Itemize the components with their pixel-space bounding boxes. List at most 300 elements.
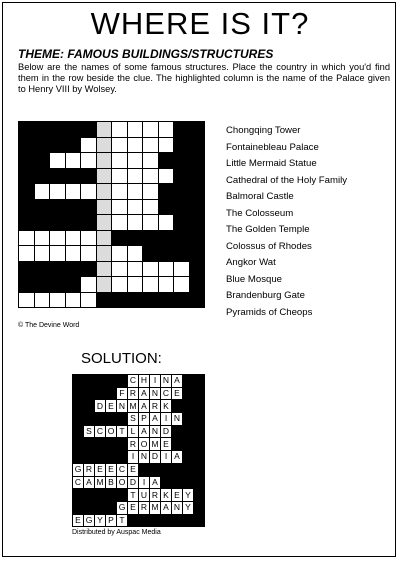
letter-cell: E (172, 387, 183, 400)
black-cell (106, 501, 117, 514)
black-cell (34, 261, 50, 277)
letter-cell: R (128, 438, 139, 451)
letter-cell: S (84, 425, 95, 438)
letter-cell (50, 246, 66, 262)
black-cell (19, 137, 35, 153)
black-cell (174, 292, 190, 308)
black-cell (95, 438, 106, 451)
black-cell (183, 375, 194, 388)
black-cell (194, 425, 205, 438)
letter-cell: M (151, 438, 159, 449)
letter-cell: I (161, 451, 172, 464)
letter-cell: D (161, 425, 172, 438)
letter-cell: P (106, 514, 117, 527)
letter-cell: G (84, 514, 95, 527)
black-cell (183, 387, 194, 400)
letter-cell (96, 153, 112, 169)
black-cell (19, 168, 35, 184)
black-cell (73, 387, 84, 400)
letter-cell: M (129, 400, 137, 411)
black-cell (183, 514, 194, 527)
letter-cell: N (117, 400, 128, 413)
puzzle-table (18, 121, 205, 308)
black-cell (139, 463, 150, 476)
black-cell (19, 153, 35, 169)
letter-cell (127, 199, 143, 215)
black-cell (158, 153, 174, 169)
letter-cell: A (150, 476, 161, 489)
black-cell (174, 153, 190, 169)
black-cell (183, 438, 194, 451)
black-cell (95, 489, 106, 502)
black-cell (143, 246, 159, 262)
black-cell (183, 463, 194, 476)
black-cell (84, 489, 95, 502)
letter-cell: H (139, 375, 150, 388)
black-cell (189, 137, 205, 153)
solution-grid (72, 374, 205, 527)
black-cell (50, 215, 66, 231)
letter-cell (143, 153, 159, 169)
black-cell (172, 514, 183, 527)
letter-cell: I (128, 451, 139, 464)
black-cell (174, 168, 190, 184)
letter-cell (50, 230, 66, 246)
black-cell (34, 277, 50, 293)
letter-cell: D (128, 476, 139, 489)
clue-item: Fontainebleau Palace (226, 141, 319, 153)
black-cell (73, 489, 84, 502)
letter-cell (34, 184, 50, 200)
letter-cell: A (139, 425, 150, 438)
clue-item: The Colosseum (226, 207, 294, 219)
letter-cell: R (150, 400, 161, 413)
grid-row (73, 514, 205, 527)
clue-item: The Golden Temple (226, 224, 310, 236)
letter-cell: U (139, 489, 150, 502)
letter-cell (112, 277, 128, 293)
grid-row (73, 476, 205, 489)
black-cell (65, 215, 81, 231)
black-cell (158, 292, 174, 308)
theme-heading: THEME: FAMOUS BUILDINGS/STRUCTURES (18, 47, 274, 61)
black-cell (73, 438, 84, 451)
letter-cell (158, 168, 174, 184)
black-cell (194, 400, 205, 413)
black-cell (95, 387, 106, 400)
black-cell (106, 375, 117, 388)
black-cell (194, 438, 205, 451)
black-cell (161, 463, 172, 476)
black-cell (158, 199, 174, 215)
black-cell (161, 514, 172, 527)
grid-row (19, 261, 205, 277)
black-cell (50, 277, 66, 293)
letter-cell (81, 137, 97, 153)
black-cell (194, 451, 205, 464)
black-cell (95, 413, 106, 426)
clue-list (226, 125, 347, 324)
black-cell (95, 451, 106, 464)
black-cell (194, 375, 205, 388)
instructions-text: Below are the names of some famous structures. Place the country in which you'd find them in the row beside the clue. The highlighted column is the name of the Palace given to Henry VIII by Wolsey. (18, 62, 390, 94)
letter-cell: C (73, 476, 84, 489)
grid-row (19, 184, 205, 200)
black-cell (50, 199, 66, 215)
grid-row (19, 292, 205, 308)
letter-cell: N (161, 375, 172, 388)
clue-item: Brandenburg Gate (226, 290, 305, 302)
grid-row (73, 501, 205, 514)
clue-item: Chongqing Tower (226, 125, 301, 136)
letter-cell (81, 246, 97, 262)
letter-cell (65, 292, 81, 308)
black-cell (172, 400, 183, 413)
black-cell (194, 514, 205, 527)
letter-cell (127, 168, 143, 184)
black-cell (127, 292, 143, 308)
letter-cell (143, 277, 159, 293)
black-cell (189, 122, 205, 138)
black-cell (19, 199, 35, 215)
letter-cell: C (95, 425, 106, 438)
black-cell (189, 292, 205, 308)
black-cell (117, 489, 128, 502)
letter-cell (143, 215, 159, 231)
letter-cell (127, 153, 143, 169)
letter-cell: I (161, 413, 172, 426)
letter-cell: K (161, 400, 172, 413)
black-cell (143, 230, 159, 246)
letter-cell (96, 246, 112, 262)
grid-row (19, 277, 205, 293)
letter-cell (96, 277, 112, 293)
letter-cell: A (139, 387, 150, 400)
black-cell (34, 153, 50, 169)
letter-cell (127, 122, 143, 138)
letter-cell (50, 292, 66, 308)
black-cell (150, 514, 161, 527)
letter-cell: C (128, 375, 139, 388)
black-cell (128, 514, 139, 527)
black-cell (112, 292, 128, 308)
letter-cell: R (139, 501, 150, 514)
black-cell (65, 277, 81, 293)
letter-cell (127, 246, 143, 262)
letter-cell (143, 199, 159, 215)
black-cell (150, 463, 161, 476)
grid-row (73, 375, 205, 388)
letter-cell (112, 184, 128, 200)
grid-row (73, 489, 205, 502)
black-cell (189, 261, 205, 277)
black-cell (174, 122, 190, 138)
letter-cell (112, 199, 128, 215)
black-cell (183, 425, 194, 438)
black-cell (81, 122, 97, 138)
letter-cell (158, 261, 174, 277)
letter-cell: D (150, 451, 161, 464)
letter-cell (81, 184, 97, 200)
black-cell (161, 476, 172, 489)
grid-row (73, 400, 205, 413)
letter-cell (158, 122, 174, 138)
letter-cell (96, 137, 112, 153)
black-cell (183, 476, 194, 489)
page-title: WHERE IS IT? (90, 6, 310, 41)
letter-cell (127, 215, 143, 231)
grid-row (19, 137, 205, 153)
letter-cell: F (117, 387, 128, 400)
letter-cell (96, 199, 112, 215)
black-cell (106, 413, 117, 426)
letter-cell: G (73, 463, 84, 476)
letter-cell (112, 215, 128, 231)
black-cell (84, 400, 95, 413)
grid-row (19, 199, 205, 215)
black-cell (19, 184, 35, 200)
letter-cell: E (128, 463, 139, 476)
black-cell (106, 387, 117, 400)
clue-item: Blue Mosque (226, 273, 282, 285)
solution-table (72, 374, 205, 527)
grid-row (73, 413, 205, 426)
black-cell (65, 199, 81, 215)
letter-cell: O (117, 476, 128, 489)
black-cell (174, 246, 190, 262)
black-cell (172, 438, 183, 451)
black-cell (172, 463, 183, 476)
black-cell (95, 501, 106, 514)
letter-cell (96, 184, 112, 200)
letter-cell: K (161, 489, 172, 502)
letter-cell: G (117, 501, 128, 514)
letter-cell: R (128, 387, 139, 400)
black-cell (194, 476, 205, 489)
letter-cell (81, 277, 97, 293)
black-cell (84, 387, 95, 400)
black-cell (189, 215, 205, 231)
black-cell (189, 199, 205, 215)
letter-cell (127, 137, 143, 153)
grid-row (19, 168, 205, 184)
black-cell (96, 292, 112, 308)
black-cell (106, 451, 117, 464)
black-cell (117, 375, 128, 388)
black-cell (65, 168, 81, 184)
black-cell (34, 199, 50, 215)
grid-row (73, 387, 205, 400)
black-cell (50, 261, 66, 277)
letter-cell: E (106, 463, 117, 476)
clue-item: Balmoral Castle (226, 191, 294, 203)
black-cell (194, 387, 205, 400)
grid-row (19, 230, 205, 246)
letter-cell: Y (183, 489, 194, 502)
black-cell (84, 438, 95, 451)
letter-cell (96, 230, 112, 246)
letter-cell: E (172, 489, 183, 502)
letter-cell (65, 184, 81, 200)
black-cell (19, 215, 35, 231)
letter-cell: E (73, 514, 84, 527)
black-cell (19, 261, 35, 277)
letter-cell: C (161, 387, 172, 400)
black-cell (189, 153, 205, 169)
clue-item: Pyramids of Cheops (226, 307, 313, 319)
letter-cell: Y (183, 501, 194, 514)
black-cell (189, 246, 205, 262)
black-cell (106, 489, 117, 502)
puzzle-grid (18, 121, 205, 308)
letter-cell (50, 184, 66, 200)
letter-cell (127, 261, 143, 277)
black-cell (84, 375, 95, 388)
letter-cell (96, 215, 112, 231)
letter-cell: L (128, 425, 139, 438)
letter-cell (81, 230, 97, 246)
grid-row (19, 215, 205, 231)
letter-cell (174, 277, 190, 293)
letter-cell: A (139, 400, 150, 413)
grid-row (19, 246, 205, 262)
letter-cell (19, 292, 35, 308)
letter-cell (96, 122, 112, 138)
black-cell (73, 375, 84, 388)
letter-cell: M (151, 502, 159, 513)
black-cell (65, 261, 81, 277)
black-cell (65, 137, 81, 153)
clue-item: Little Mermaid Statue (226, 158, 317, 170)
letter-cell (112, 153, 128, 169)
letter-cell (158, 137, 174, 153)
letter-cell (81, 153, 97, 169)
letter-cell (19, 246, 35, 262)
black-cell (84, 413, 95, 426)
letter-cell: N (139, 451, 150, 464)
letter-cell: D (95, 400, 106, 413)
letter-cell (50, 153, 66, 169)
grid-row (73, 438, 205, 451)
grid-row (19, 153, 205, 169)
letter-cell (143, 122, 159, 138)
black-cell (84, 501, 95, 514)
letter-cell: A (84, 476, 95, 489)
letter-cell: S (128, 413, 139, 426)
letter-cell (96, 168, 112, 184)
black-cell (183, 451, 194, 464)
solution-title: SOLUTION: (81, 350, 162, 367)
black-cell (34, 168, 50, 184)
letter-cell (96, 261, 112, 277)
letter-cell: E (161, 438, 172, 451)
letter-cell (65, 153, 81, 169)
letter-cell: E (95, 463, 106, 476)
black-cell (183, 413, 194, 426)
letter-cell: I (139, 476, 150, 489)
letter-cell: O (139, 438, 150, 451)
black-cell (194, 489, 205, 502)
black-cell (34, 122, 50, 138)
letter-cell: A (150, 413, 161, 426)
black-cell (194, 463, 205, 476)
black-cell (95, 375, 106, 388)
black-cell (143, 292, 159, 308)
letter-cell: T (117, 425, 128, 438)
black-cell (194, 413, 205, 426)
letter-cell (34, 230, 50, 246)
letter-cell: A (172, 375, 183, 388)
letter-cell (19, 230, 35, 246)
black-cell (19, 122, 35, 138)
letter-cell: A (172, 451, 183, 464)
letter-cell (127, 277, 143, 293)
clue-item: Angkor Wat (226, 257, 276, 269)
letter-cell: N (150, 387, 161, 400)
black-cell (172, 425, 183, 438)
clue-item: Cathedral of the Holy Family (226, 174, 348, 186)
black-cell (183, 400, 194, 413)
letter-cell (65, 246, 81, 262)
black-cell (158, 230, 174, 246)
black-cell (189, 168, 205, 184)
letter-cell: I (150, 375, 161, 388)
black-cell (189, 230, 205, 246)
letter-cell (143, 261, 159, 277)
letter-cell (127, 184, 143, 200)
black-cell (19, 277, 35, 293)
letter-cell (34, 246, 50, 262)
black-cell (81, 199, 97, 215)
letter-cell (158, 215, 174, 231)
letter-cell: R (150, 489, 161, 502)
black-cell (81, 261, 97, 277)
letter-cell: N (172, 501, 183, 514)
black-cell (174, 137, 190, 153)
letter-cell: T (128, 489, 139, 502)
black-cell (174, 215, 190, 231)
black-cell (158, 246, 174, 262)
black-cell (65, 122, 81, 138)
letter-cell (112, 122, 128, 138)
black-cell (106, 438, 117, 451)
black-cell (174, 199, 190, 215)
black-cell (34, 137, 50, 153)
black-cell (189, 277, 205, 293)
black-cell (189, 184, 205, 200)
clue-item: Colossus of Rhodes (226, 240, 312, 252)
black-cell (117, 438, 128, 451)
letter-cell (112, 137, 128, 153)
black-cell (117, 451, 128, 464)
letter-cell (143, 168, 159, 184)
letter-cell (143, 137, 159, 153)
distributed-text: Distributed by Auspac Media (72, 529, 161, 536)
letter-cell: A (161, 501, 172, 514)
letter-cell (81, 292, 97, 308)
grid-row (73, 451, 205, 464)
letter-cell: B (106, 476, 117, 489)
letter-cell (143, 184, 159, 200)
black-cell (194, 501, 205, 514)
black-cell (81, 168, 97, 184)
black-cell (174, 184, 190, 200)
letter-cell (112, 261, 128, 277)
black-cell (117, 413, 128, 426)
black-cell (73, 400, 84, 413)
grid-row (73, 463, 205, 476)
black-cell (172, 476, 183, 489)
